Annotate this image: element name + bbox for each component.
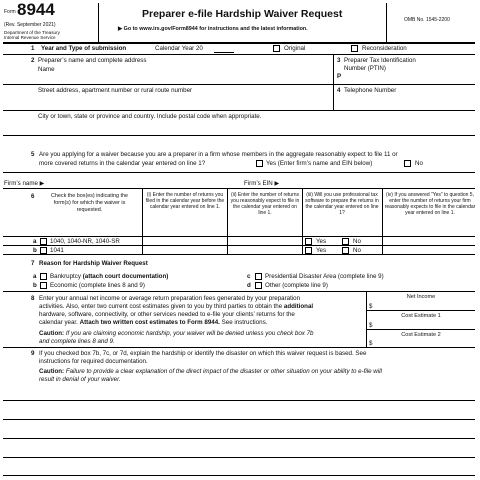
city-field[interactable] — [38, 121, 472, 133]
line6-desc-header: Check the box(es) indicating the form(s) for which the waiver is requested. — [50, 193, 128, 213]
line6a-yes-label: Yes — [316, 238, 327, 245]
cost-estimate-1-field[interactable] — [377, 321, 473, 329]
line9-caution-label: Caution: — [39, 368, 65, 375]
net-income-label: Net Income — [406, 294, 436, 300]
street-address-label: Street address, apartment number or rural route number — [38, 87, 193, 94]
line6b-rule — [3, 254, 475, 255]
line9-caution-text-1: Failure to provide a clear explanation of the direct impact of the disaster or other situation on your ability to e-file will — [65, 368, 382, 375]
line6b-no-label: No — [353, 247, 361, 254]
line8-caution-label: Caution: — [39, 330, 65, 337]
omb-number: OMB No. 1545-2200 — [404, 17, 450, 23]
line6a-no-label: No — [353, 238, 361, 245]
line8-caution-2: and complete lines 8 and 9. — [39, 338, 115, 345]
street-address-field[interactable] — [38, 95, 330, 108]
line7d-letter: d — [247, 282, 251, 289]
line8-text-3: hardware, software, connectivity, or other services needed to e-file your clients’ returns for the — [39, 311, 295, 318]
bankruptcy-checkbox[interactable] — [40, 273, 47, 280]
line2-name-label: Name — [38, 66, 55, 73]
explanation-line — [3, 419, 475, 420]
bankruptcy-label-note: (attach court documentation) — [82, 273, 169, 280]
cost-estimate-2-field[interactable] — [377, 339, 473, 347]
other-label: Other (complete line 9) — [265, 282, 328, 289]
form-number: 8944 — [17, 0, 55, 19]
line3-label: Preparer Tax Identification — [344, 57, 416, 64]
line9-number: 9 — [31, 350, 35, 357]
line4-number: 4 — [337, 87, 341, 94]
explanation-line — [3, 400, 475, 401]
form-label: Form — [4, 9, 16, 15]
cost-estimate-2-dollar: $ — [369, 340, 373, 347]
line6b-col-iv-field[interactable] — [384, 246, 474, 254]
line8-text-1: Enter your annual net income or average return preparation fees generated by your preparation — [39, 295, 301, 302]
line7-number: 7 — [31, 260, 35, 267]
cost-estimate-1-dollar: $ — [369, 322, 373, 329]
goto-instructions: ▶ Go to www.irs.gov/Form8944 for instructions and the latest information. — [118, 26, 308, 32]
line6b-label: 1041 — [50, 247, 64, 254]
line6b-letter: b — [33, 247, 37, 254]
disaster-checkbox[interactable] — [255, 273, 262, 280]
bankruptcy-label-text: Bankruptcy — [50, 273, 81, 280]
dept-treasury: Department of the Treasury — [4, 30, 60, 35]
line9-text-2: instructions for required documentation. — [39, 358, 148, 365]
line5-rule — [3, 172, 475, 173]
line6a-col-iv-field[interactable] — [384, 237, 474, 245]
line6a-checkbox[interactable] — [40, 238, 47, 245]
line6-col-iv-header: (iv) If you answered “Yes” to question 5, enter the number of returns your firm reasonably expects to file in the calendar year entered on line 1. — [384, 192, 476, 216]
city-label: City or town, state or province and country. Include postal code when appropriate. — [38, 113, 262, 120]
line8-amount-divider — [366, 291, 367, 347]
line9-explanation-area[interactable] — [3, 388, 475, 478]
firm-ein-field[interactable] — [290, 179, 470, 188]
line7c-letter: c — [247, 273, 251, 280]
line6b-yes-checkbox[interactable] — [305, 247, 312, 254]
line6a-col-ii-field[interactable] — [229, 237, 300, 245]
calendar-year-label: Calendar Year 20 — [155, 45, 203, 52]
line2-divider — [333, 54, 334, 110]
ptin-prefix: P — [337, 73, 342, 80]
line7-title: Reason for Hardship Waiver Request — [39, 260, 148, 267]
economic-label: Economic (complete lines 8 and 9) — [50, 282, 145, 289]
header-divider-left — [98, 3, 99, 42]
cost-estimate-1-label: Cost Estimate 1 — [401, 313, 441, 319]
line8-text-2b: additional — [283, 303, 314, 310]
preparer-name-field[interactable] — [38, 74, 330, 83]
dept-irs: Internal Revenue Service — [4, 35, 56, 40]
firm-rule — [3, 188, 475, 189]
line6a-yes-checkbox[interactable] — [305, 238, 312, 245]
header-divider-right — [386, 3, 387, 42]
disaster-label: Presidential Disaster Area (complete line 9) — [265, 273, 384, 280]
net-income-rule — [366, 310, 475, 311]
line7-rule — [3, 291, 475, 292]
header-rule — [3, 42, 475, 44]
line6a-no-checkbox[interactable] — [342, 238, 349, 245]
street-rule — [3, 110, 475, 111]
net-income-dollar: $ — [369, 303, 373, 310]
line8-text-2 — [39, 303, 313, 311]
reconsideration-label: Reconsideration — [362, 45, 407, 52]
explanation-line — [3, 457, 475, 458]
line7a-letter: a — [33, 273, 37, 280]
line8-caution-1 — [39, 330, 313, 338]
line8-text-4 — [39, 319, 267, 327]
firm-name-label: Firm’s name ▶ — [4, 180, 45, 187]
line1-rule — [3, 54, 475, 55]
line9-text-1: If you checked box 7b, 7c, or 7d, explain the hardship or identify the disaster on which this waiver request is based. See — [39, 350, 367, 357]
cost-estimate-2-label: Cost Estimate 2 — [401, 332, 441, 338]
line6-number: 6 — [31, 193, 35, 200]
net-income-field[interactable] — [377, 302, 473, 310]
line8-text-2a: activities. Also, enter two current cost estimates given to you by third parties to obtain the — [39, 303, 283, 310]
line7b-letter: b — [33, 282, 37, 289]
line3-number: 3 — [337, 57, 341, 64]
line2-label: Preparer’s name and complete address — [38, 57, 147, 64]
line2-number: 2 — [31, 57, 35, 64]
line6-col-iii-header: (iii) Will you use professional tax software to prepare the returns in the calendar year entered on line 1? — [305, 192, 379, 216]
line5-no-checkbox[interactable] — [404, 160, 411, 167]
reconsideration-checkbox[interactable] — [351, 45, 358, 52]
line6a-col-i-field[interactable] — [144, 237, 225, 245]
line6b-checkbox[interactable] — [40, 247, 47, 254]
city-rule — [3, 135, 475, 136]
line8-caution-text-1: If you are claiming economic hardship, your waiver will be denied unless you check box 7b — [65, 330, 314, 337]
line6b-col-ii-field[interactable] — [229, 246, 300, 254]
line1-label: Year and Type of submission — [41, 45, 127, 52]
line9-caution-2: result in denial of your waiver. — [39, 376, 121, 383]
cost-estimate-1-rule — [366, 329, 475, 330]
explanation-line — [3, 475, 475, 476]
line9-caution-1 — [39, 368, 479, 376]
form-revision: (Rev. September 2021) — [4, 22, 56, 28]
other-checkbox[interactable] — [255, 282, 262, 289]
calendar-year-field[interactable] — [214, 52, 234, 53]
line6a-letter: a — [33, 238, 37, 245]
telephone-label: Telephone Number — [344, 87, 397, 94]
line5-yes-label: Yes (Enter firm’s name and EIN below) — [266, 160, 373, 167]
line8-text-4b: Attach two written cost estimates to Form 8944. — [79, 319, 220, 326]
line8-text-4a: calendar year. — [39, 319, 78, 326]
line6b-yes-label: Yes — [316, 247, 327, 254]
original-checkbox[interactable] — [273, 45, 280, 52]
line6-col-i-header: (i) Enter the number of returns you filed in the calendar year before the calendar year entered on line 1. — [145, 192, 225, 210]
ptin-field[interactable] — [345, 73, 473, 82]
firm-ein-label: Firm’s EIN ▶ — [244, 180, 280, 187]
line2-name-rule — [3, 84, 475, 85]
bankruptcy-label — [50, 273, 168, 281]
line6b-col-i-field[interactable] — [144, 246, 225, 254]
telephone-field[interactable] — [344, 95, 472, 108]
line8-rule — [3, 347, 475, 348]
line5-number: 5 — [31, 151, 35, 158]
line6a-label: 1040, 1040-NR, 1040-SR — [50, 238, 120, 245]
line1-number: 1 — [31, 45, 35, 52]
line6-col-ii-header: (ii) Enter the number of returns you reasonably expect to file in the calendar year entered on line 1. — [230, 192, 300, 216]
line5-question: Are you applying for a waiver because you are a preparer in a firm whose members in the aggregate reasonably expect to file 11 or — [39, 151, 398, 158]
form-title: Preparer e-file Hardship Waiver Request — [142, 8, 343, 20]
line8-text-4c: See instructions. — [221, 319, 268, 326]
line6b-no-checkbox[interactable] — [342, 247, 349, 254]
firm-name-field[interactable] — [50, 179, 240, 188]
original-label: Original — [284, 45, 306, 52]
explanation-line — [3, 438, 475, 439]
economic-checkbox[interactable] — [40, 282, 47, 289]
line5-question-cont: more covered returns in the calendar year entered on line 1? — [39, 160, 206, 167]
line3-ptin-label: Number (PTIN) — [344, 65, 386, 72]
line8-number: 8 — [31, 295, 35, 302]
line5-yes-checkbox[interactable] — [256, 160, 263, 167]
line5-no-label: No — [415, 160, 423, 167]
